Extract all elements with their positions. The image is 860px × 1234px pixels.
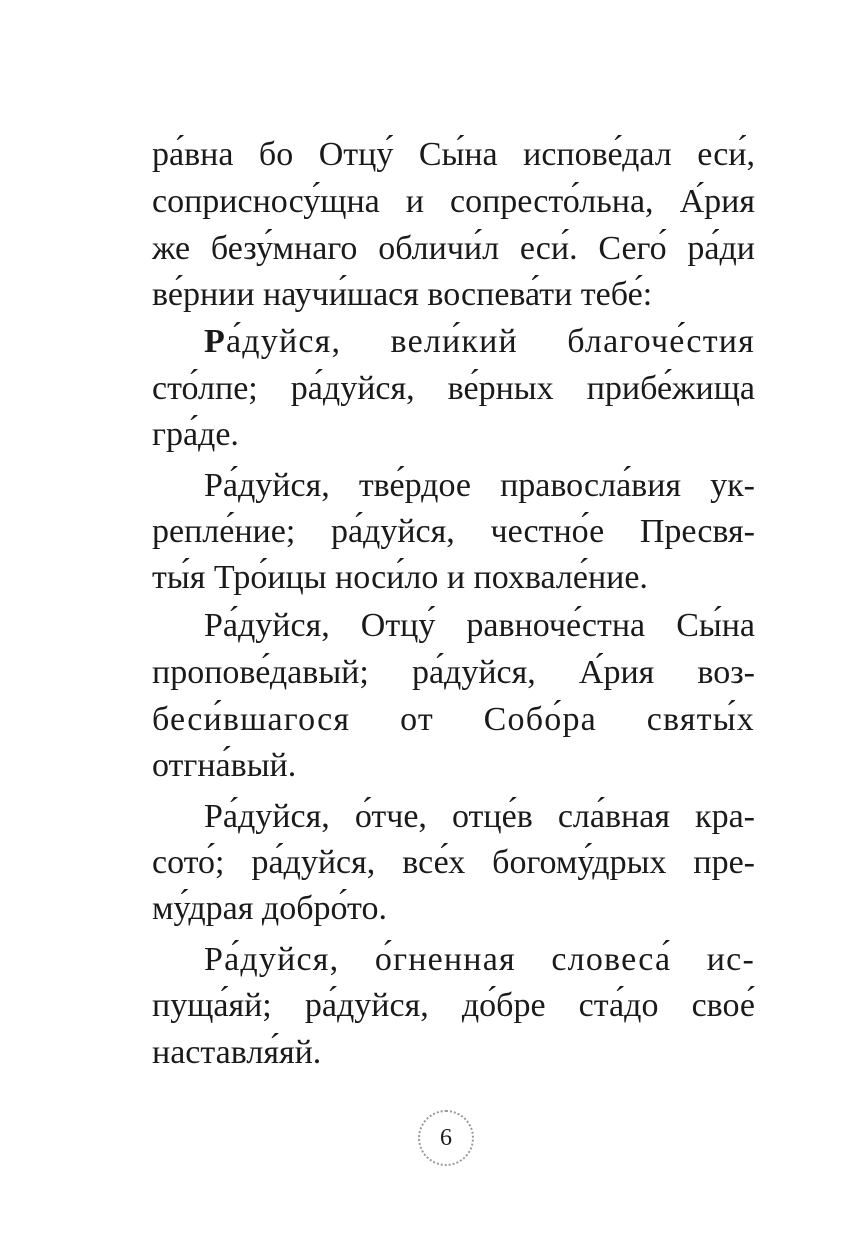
text-line: репле́ние; ра́дуйся, честно́е Пресвя- bbox=[152, 513, 755, 550]
text-line: пуща́яй; ра́дуйся, до́бре ста́до свое́ bbox=[152, 987, 755, 1024]
paragraph-first-line: Ра́дуйся, о́гненная словеса́ ис- bbox=[204, 941, 755, 978]
text-line: соприсносу́щна и сопресто́льна, А́рия bbox=[152, 183, 755, 220]
text-line: гра́де. bbox=[152, 416, 239, 453]
text-line: же безу́мнаго обличи́л еси́. Сего́ ра́ди bbox=[152, 230, 755, 267]
text-line-rest: а́дуйся, вели́кий благоче́стия bbox=[225, 323, 755, 360]
text-line: отгна́вый. bbox=[152, 747, 297, 784]
paragraph-first-line: Ра́дуйся, Отцу́ равноче́стна Сы́на bbox=[204, 607, 755, 644]
text-line: сото́; ра́дуйся, все́х богому́дрых пре- bbox=[152, 844, 755, 881]
text-line: му́драя добро́то. bbox=[152, 890, 387, 927]
text-line: ра́вна бо Отцу́ Сы́на испове́дал еси́, bbox=[152, 136, 755, 173]
text-line: пропове́давый; ра́дуйся, А́рия воз- bbox=[152, 654, 755, 691]
page-number: 6 bbox=[440, 1124, 452, 1151]
text-line: наставля́яй. bbox=[152, 1034, 322, 1071]
text-line: ве́рнии научи́шася воспева́ти тебе́: bbox=[152, 276, 653, 313]
bold-initial-letter: Р bbox=[204, 323, 226, 360]
text-line: сто́лпе; ра́дуйся, ве́рных прибе́жища bbox=[152, 370, 755, 407]
paragraph-first-line: Ра́дуйся, тве́рдое правосла́вия ук- bbox=[204, 467, 755, 504]
paragraph-first-line: Ра́дуйся, о́тче, отце́в сла́вная кра- bbox=[204, 798, 755, 835]
paragraph-first-line bbox=[204, 319, 755, 365]
page-number-badge bbox=[418, 1110, 474, 1166]
text-line: беси́вшагося от Собо́ра святы́х bbox=[152, 701, 755, 738]
text-line: ты́я Тро́ицы носи́ло и похвале́ние. bbox=[152, 559, 648, 596]
